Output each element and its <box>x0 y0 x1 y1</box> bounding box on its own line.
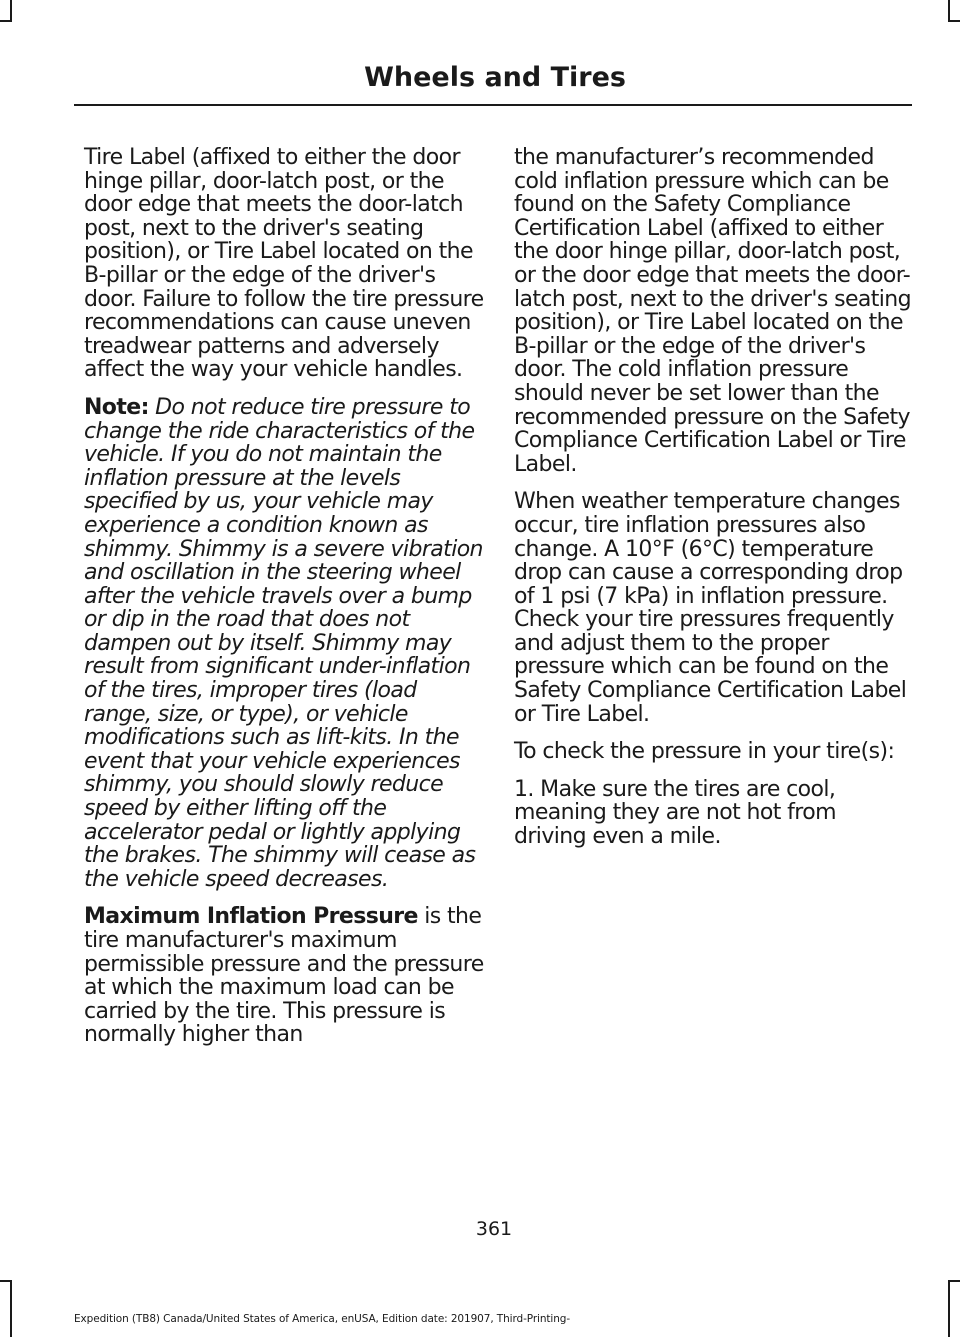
step-1-paragraph: 1. Make sure the tires are cool, meaning they are not hot from driving even a mile. <box>514 776 836 850</box>
crop-mark-bottom-right-h <box>948 1280 960 1282</box>
cold-inflation-paragraph: the manufacturer’s recommended cold inflation pressure which can be found on the Safety Compliance Certification Label (affixed to either the door hinge pillar, door-latch post, or the door edge that meets the door-latch post, next to the driver's seating position), or Tire Label located on the B-pillar or the edge of the driver's door. The cold inflation pressure should never be set lower than the recommended pressure on the Safety Compliance Certification Label or Tire Label. <box>514 145 912 477</box>
header-divider <box>74 104 912 106</box>
tire-label-paragraph: Tire Label (affixed to either the door hinge pillar, door-latch post, or the door edge that meets the door-latch post, next to the driver's seating position), or Tire Label located on the B-pillar or the edge of the driver's door. Failure to follow the tire pressure recommendations can cause uneven treadwear patterns and adversely affect the way your vehicle handles. <box>84 145 484 383</box>
temperature-paragraph: When weather temperature changes occur, tire inflation pressures also change. A 10°F (6°C) temperature drop can cause a corresponding drop of 1 psi (7 kPa) in inflation pressure. Check your tire pressures frequently and adjust them to the proper pressure which can be found on the Safety Compliance Certification Label or Tire Label. <box>514 489 907 727</box>
note-label: Note: <box>84 394 149 420</box>
crop-mark-bottom-right-v <box>948 1280 950 1337</box>
right-column <box>514 146 914 863</box>
crop-mark-top-left-h <box>0 20 12 22</box>
note-paragraph <box>84 396 484 891</box>
crop-mark-top-left-v <box>10 0 12 22</box>
note-text: Do not reduce tire pressure to change the ride characteristics of the vehicle. If you do not maintain the inflation pressure at the levels specified by us, your vehicle may experience a condition known as shimmy. Shimmy is a severe vibration and oscillation in the steering wheel after the vehicle travels over a bump or dip in the road that does not dampen out by itself. Shimmy may result from significant under-inflation of the tires, improper tires (load range, size, or type), or vehicle modifications such as lift-kits. In the event that your vehicle experiences shimmy, you should slowly reduce speed by either lifting off the accelerator pedal or lightly applying the brakes. The shimmy will cease as the vehicle speed decreases. <box>84 394 483 892</box>
check-pressure-intro: To check the pressure in your tire(s): <box>514 739 895 765</box>
max-inflation-text: is the tire manufacturer's maximum permissible pressure and the pressure at which the maximum load can be carried by the tire. This pressure is normally higher than <box>84 904 484 1048</box>
page-number: 361 <box>475 1218 513 1240</box>
footer-edition-text: Expedition (TB8) Canada/United States of America, enUSA, Edition date: 201907, Third-Printing- <box>74 1313 571 1325</box>
crop-mark-top-right-v <box>948 0 950 22</box>
left-column <box>84 146 484 1061</box>
page-title: Wheels and Tires <box>364 62 626 93</box>
crop-mark-bottom-left-v <box>10 1280 12 1337</box>
crop-mark-top-right-h <box>948 20 960 22</box>
crop-mark-bottom-left-h <box>0 1280 12 1282</box>
max-inflation-paragraph <box>84 905 484 1047</box>
max-inflation-term: Maximum Inflation Pressure <box>84 904 418 930</box>
